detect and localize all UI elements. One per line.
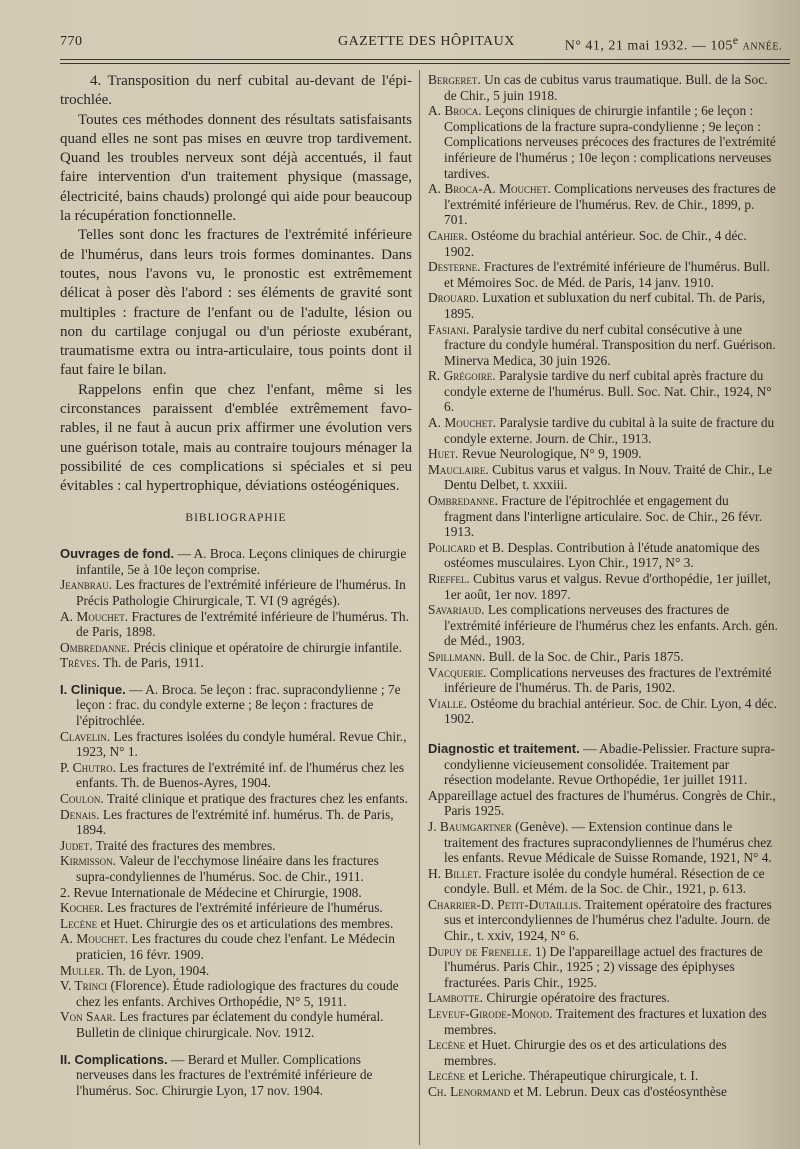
reference-text: Les complications nerveuses des fractures de l'extrémité inférieure de l'humérus chez les enfants. Arch. gén. de Méd., 1903. xyxy=(444,602,778,649)
column-divider xyxy=(419,70,420,1145)
reference-entry xyxy=(428,819,780,866)
issue-sup: e xyxy=(732,34,739,47)
reference-text: Les fractures de l'extrémité inférieure de l'humérus. In Précis Pathologie Chirurgicale, T. VI (9 agrégés). xyxy=(76,577,406,608)
reference-entry xyxy=(60,791,412,807)
reference-text: et Huet. Chirurgie des os et articulations des membres. xyxy=(100,915,394,931)
reference-author: Von Saar. xyxy=(60,1009,116,1025)
reference-author: Bergeret. xyxy=(428,72,481,87)
reference-text: Bull. de la Soc. de Chir., Paris 1875. xyxy=(488,648,684,664)
reference-entry xyxy=(428,1006,780,1037)
ref-group-head xyxy=(428,741,780,788)
reference-author: Spillmann. xyxy=(428,648,486,664)
reference-entry xyxy=(60,838,412,854)
group-label: I. Clinique. xyxy=(60,681,126,697)
reference-entry xyxy=(428,415,780,446)
reference-author: A. Mouchet. xyxy=(428,415,497,431)
group-first-ref: — A. Broca. 5e leçon : frac. supracondylienne ; 7e leçon : frac. du condyle externe ; 8e leçon : fractures de l'épitrochlée. xyxy=(76,681,401,729)
reference-author: Lecène xyxy=(428,1068,466,1084)
reference-text: Les fractures par éclatement du condyle huméral. Bulletin de clinique chirurgicale. Nov. 1912. xyxy=(76,1009,384,1040)
reference-text: Cubitus varus et valgus. Revue d'orthopédie, 1er juillet, 1er août, 1er nov. 1897. xyxy=(444,571,771,602)
reference-entry xyxy=(428,290,780,321)
reference-entry xyxy=(60,729,412,760)
reference-entry xyxy=(428,103,780,181)
group-first-ref: — Abadie-Pelissier. Fracture supra-condylienne vicieusement consolidée. Traitement par résection modelante. Revue Orthopédie, 1er juillet 1911. xyxy=(444,740,775,788)
reference-text: Fractures de l'extrémité inférieure de l'humérus. Th. de Paris, 1898. xyxy=(76,608,409,640)
journal-title: GAZETTE DES HÔPITAUX xyxy=(338,34,515,49)
reference-author: Vacquerie. xyxy=(428,664,487,680)
reference-text: Leçons cliniques de chirurgie infantile ; 6e leçon : Complications de la fracture supra-condylienne ; 9e leçon : Complications nerveuses précoces des fractures de l'extrémité inférieure de l'humérus ; 10e leçon : complications nerveuses tardives. xyxy=(444,103,776,181)
reference-entry xyxy=(60,900,412,916)
reference-text: Les fractures de l'extrémité inf. de l'humérus chez les enfants. Th. de Buenos-Ayres, 1904. xyxy=(76,759,405,791)
reference-entry xyxy=(428,665,780,696)
left-column xyxy=(60,72,412,1098)
ref-group-head xyxy=(60,1052,412,1099)
reference-author: Lecène xyxy=(428,1037,466,1053)
reference-text: Un cas de cubitus varus traumatique. Bull. de la Soc. de Chir., 5 juin 1918. xyxy=(444,72,768,103)
reference-entry xyxy=(60,963,412,979)
reference-text: et B. Desplas. Contribution à l'étude anatomique des ostéomes musculaires. Lyon Chir., 1917, N° 3. xyxy=(444,539,760,571)
reference-entry xyxy=(428,1068,780,1084)
reference-author: Drouard. xyxy=(428,290,480,306)
reference-entry xyxy=(428,228,780,259)
reference-entry xyxy=(428,368,780,415)
reference-text: Les fractures de l'extrémité inf. humérus. Th. de Paris, 1894. xyxy=(76,806,394,838)
reference-entry xyxy=(428,1084,780,1100)
reference-entry xyxy=(428,322,780,369)
reference-text: Traité clinique et pratique des fractures chez les enfants. xyxy=(106,791,408,807)
group-label: II. Complications. xyxy=(60,1051,168,1067)
reference-author: H. Billet. xyxy=(428,865,482,881)
reference-text: Fracture isolée du condyle huméral. Résection de ce condyle. Bull. et Mém. de la Soc. de Chir., 1921, p. 613. xyxy=(444,865,765,897)
reference-entry xyxy=(60,916,412,932)
reference-entry xyxy=(60,640,412,656)
reference-author: A. Broca-A. Mouchet. xyxy=(428,181,551,197)
reference-text: Chirurgie opératoire des fractures. xyxy=(486,990,670,1006)
reference-author: Muller. xyxy=(60,962,105,978)
reference-text: Les fractures isolées du condyle huméral. Revue Chir., 1923, N° 1. xyxy=(76,728,407,760)
reference-author: Fasiani. xyxy=(428,321,470,337)
body-paragraph: 4. Transposition du nerf cubital au-devant de l'épitrochlée. xyxy=(60,73,412,109)
bibliography-heading: BIBLIOGRAPHIE xyxy=(185,511,287,524)
reference-author: Denais. xyxy=(60,806,100,822)
reference-text: Luxation et subluxation du nerf cubital. Th. de Paris, 1895. xyxy=(444,290,766,321)
reference-entry xyxy=(428,866,780,897)
reference-text: Valeur de l'ecchymose linéaire dans les fractures supra-condyliennes de l'humérus. Soc. de Chir., 1911. xyxy=(76,853,379,884)
reference-author: Clavelin. xyxy=(60,728,111,744)
reference-text: Les fractures du coude chez l'enfant. Le Médecin praticien, 16 févr. 1909. xyxy=(76,931,395,962)
reference-entry xyxy=(60,853,412,884)
page-number: 770 xyxy=(60,34,83,49)
reference-entry xyxy=(60,885,412,901)
reference-author: Vialle. xyxy=(428,695,468,711)
reference-text: Revue Internationale de Médecine et Chirurgie, 1908. xyxy=(73,884,362,900)
issue-annee: ANNÉE. xyxy=(742,41,782,53)
reference-entry xyxy=(60,931,412,962)
reference-author: Huet. xyxy=(428,446,459,462)
reference-text: Revue Neurologique, N° 9, 1909. xyxy=(461,446,642,462)
ref-list xyxy=(60,729,412,1041)
reference-author: A. Mouchet. xyxy=(60,931,129,947)
ref-group-head xyxy=(60,546,412,577)
reference-text: Précis clinique et opératoire de chirurgie infantile. xyxy=(133,639,402,655)
reference-entry xyxy=(428,649,780,665)
reference-author: Policard xyxy=(428,539,476,555)
reference-entry xyxy=(428,944,780,991)
reference-author: Ch. Lenormand xyxy=(428,1084,511,1099)
reference-author: A. Mouchet. xyxy=(60,608,129,624)
reference-text: Fractures de l'extrémité inférieure de l'humérus. Bull. et Mémoires Soc. de Méd. de Paris, 14 janv. 1910. xyxy=(444,259,770,290)
reference-text: Paralysie tardive du cubital à la suite de fracture du condyle externe. Journ. de Chir., 1913. xyxy=(444,415,775,446)
group-first-ref: — Berard et Muller. Complications nerveuses dans les fractures de l'extrémité inférieure de l'humérus. Soc. Chirurgie Lyon, 17 nov. 1904. xyxy=(76,1051,373,1098)
reference-author: P. Chutro. xyxy=(60,759,116,775)
reference-author: Coulon. xyxy=(60,791,104,807)
reference-text: Paralysie tardive du nerf cubital consécutive à une fracture du condyle huméral. Transposition du nerf. Guérison. Minerva Medica, 30 juin 1926. xyxy=(444,321,776,368)
ref-group-head xyxy=(60,682,412,729)
reference-entry xyxy=(428,181,780,228)
reference-text: Traitement opératoire des fractures sus et intercondyliennes de l'humérus chez l'adulte. Journ. de Chir., t. xxiv, 1924, N° 6. xyxy=(444,896,772,944)
ref-list xyxy=(428,72,780,727)
reference-author: 2. xyxy=(60,884,71,900)
reference-text: Fracture de l'épitrochlée et engagement du fragment dans l'interligne articulaire. Soc. de Chir., 26 févr. 1913. xyxy=(444,493,763,540)
reference-entry xyxy=(60,609,412,640)
reference-author: Cahier. xyxy=(428,227,468,243)
reference-entry xyxy=(60,577,412,608)
reference-entry xyxy=(60,1009,412,1040)
reference-text: Complications nerveuses des fractures de l'extrémité inférieure de l'humérus. Rev. de Chir., 1899, p. 701. xyxy=(444,181,776,228)
reference-entry xyxy=(60,807,412,838)
reference-author: Leveuf-Girode-Monod. xyxy=(428,1006,553,1022)
reference-author: Desterne. xyxy=(428,259,481,275)
reference-entry xyxy=(428,602,780,649)
reference-author: Ombredanne. xyxy=(60,639,131,655)
reference-entry xyxy=(60,655,412,671)
body-paragraph: Telles sont donc les fractures de l'extrémité inférieure de l'humérus, dans leurs trois formes dominantes. Dans toutes, nous l'avons vu, le pronostic est extrêmement délicat à poser dès l'abord : ses éléments de gravité sont multiples : fracture de l'enfant ou de l'adulte, lésion ou non du cartilage conjugal ou d'un périoste exubérant, traumatisme extra ou intra-articulaire, tous points dont il faut faire le bilan. xyxy=(60,227,412,379)
reference-author: Savariaud. xyxy=(428,602,485,618)
reference-entry xyxy=(60,978,412,1009)
reference-text: Th. de Paris, 1911. xyxy=(103,655,204,671)
ref-list xyxy=(428,788,780,1100)
reference-text: Th. de Lyon, 1904. xyxy=(107,962,210,978)
page-header xyxy=(60,30,782,54)
ref-list xyxy=(60,577,412,671)
reference-author: Charrier-D. Petit-Dutaillis. xyxy=(428,896,582,912)
reference-entry xyxy=(428,788,780,819)
body-paragraph: Rappelons enfin que chez l'enfant, même si les circonstances paraissent d'emblée extrêmement favorables, il ne faut à aucun prix affirmer une évolution vers une guérison totale, mais au contraire toujours ménager la possibilité de ces complications si spéciales et si peu évitables : cal hypertrophique, déviations ostéogéniques. xyxy=(60,381,412,495)
reference-author: Mauclaire. xyxy=(428,461,489,477)
issue-info xyxy=(565,34,782,55)
reference-author: Kirmisson. xyxy=(60,853,117,869)
reference-entry xyxy=(428,540,780,571)
reference-entry xyxy=(428,72,780,103)
reference-text: Cubitus varus et valgus. In Nouv. Traité de Chir., Le Dentu Delbet, t. xxxiii. xyxy=(444,461,773,493)
reference-text: Complications nerveuses des fractures de l'extrémité inférieure de l'humérus. Th. de Paris, 1902. xyxy=(444,664,772,696)
reference-author: Judet. xyxy=(60,837,93,853)
reference-author: A. Broca. xyxy=(428,103,482,119)
reference-author: Rieffel. xyxy=(428,571,470,586)
reference-text: et M. Lebrun. Deux cas d'ostéosynthèse xyxy=(513,1084,727,1099)
reference-text: (Genève). — Extension continue dans le traitement des fractures supracondyliennes de l'humérus chez les enfants. Revue Médicale de Suisse Romande, 1921, N° 4. xyxy=(444,818,773,866)
right-column xyxy=(428,72,780,1100)
reference-text: Ostéome du brachial antérieur. Soc. de Chir. Lyon, 4 déc. 1902. xyxy=(444,695,777,727)
reference-author: Ombredanne. xyxy=(428,493,499,509)
issue-date: N° 41, 21 mai 1932. — 105 xyxy=(564,38,733,54)
reference-entry xyxy=(428,990,780,1006)
reference-entry xyxy=(428,446,780,462)
reference-text: Traité des fractures des membres. xyxy=(95,837,276,853)
reference-author: Lambotte. xyxy=(428,990,484,1006)
group-label: Ouvrages de fond. xyxy=(60,546,175,562)
group-first-ref: — A. Broca. Leçons cliniques de chirurgie infantile, 5e à 10e leçon comprise. xyxy=(76,546,407,577)
reference-text: Traitement des fractures et luxation des membres. xyxy=(444,1006,767,1037)
reference-entry xyxy=(428,259,780,290)
reference-entry xyxy=(428,571,780,602)
reference-author: Dupuy de Frenelle. xyxy=(428,943,532,959)
reference-author: R. Grégoire. xyxy=(428,368,496,384)
header-rule xyxy=(60,59,790,60)
reference-author: J. Baumgartner xyxy=(428,818,512,834)
reference-entry xyxy=(428,1037,780,1068)
reference-entry xyxy=(428,696,780,727)
reference-text: (Florence). Étude radiologique des fractures du coude chez les enfants. Archives Orthopédie, N° 5, 1911. xyxy=(76,978,399,1009)
body-paragraph: Toutes ces méthodes donnent des résultats satisfaisants quand elles ne sont pas mises en œuvre trop tardivement. Quand les troubles nerveux sont déjà accentués, il faut faire intervention d'un traitement physique (massage, électricité, bains chauds) prolongé qui aide pour beaucoup la récupération fonctionnelle. xyxy=(60,111,412,225)
group-label: Diagnostic et traitement. xyxy=(428,740,580,756)
reference-author: V. Trinci xyxy=(60,978,108,994)
reference-text: et Leriche. Thérapeutique chirurgicale, t. I. xyxy=(468,1068,699,1084)
reference-author: Lecène xyxy=(60,915,98,931)
reference-text: Ostéome du brachial antérieur. Soc. de Chir., 4 déc. 1902. xyxy=(444,227,747,259)
reference-author: Kocher. xyxy=(60,900,104,916)
header-rule-thin xyxy=(60,63,790,64)
reference-text: Les fractures de l'extrémité inférieure de l'humérus. xyxy=(106,900,383,916)
reference-entry xyxy=(428,462,780,493)
reference-author: Jeanbrau. xyxy=(60,577,113,593)
reference-text: 1) De l'appareillage actuel des fractures de l'humérus. Paris Chir., 1925 ; 2) vissage des épiphyses fracturées. Paris Chir., 1925. xyxy=(444,943,763,990)
reference-text: et Huet. Chirurgie des os et des articulations des membres. xyxy=(444,1037,727,1068)
reference-entry xyxy=(428,493,780,540)
reference-entry xyxy=(428,897,780,944)
reference-author: Trèves. xyxy=(60,655,101,671)
reference-entry xyxy=(60,760,412,791)
reference-text: Appareillage actuel des fractures de l'humérus. Congrès de Chir., Paris 1925. xyxy=(428,787,776,819)
reference-text: Paralysie tardive du nerf cubital après fracture du condyle externe de l'humérus. Bull. Soc. Nat. Chir., 1924, N° 6. xyxy=(444,368,772,415)
